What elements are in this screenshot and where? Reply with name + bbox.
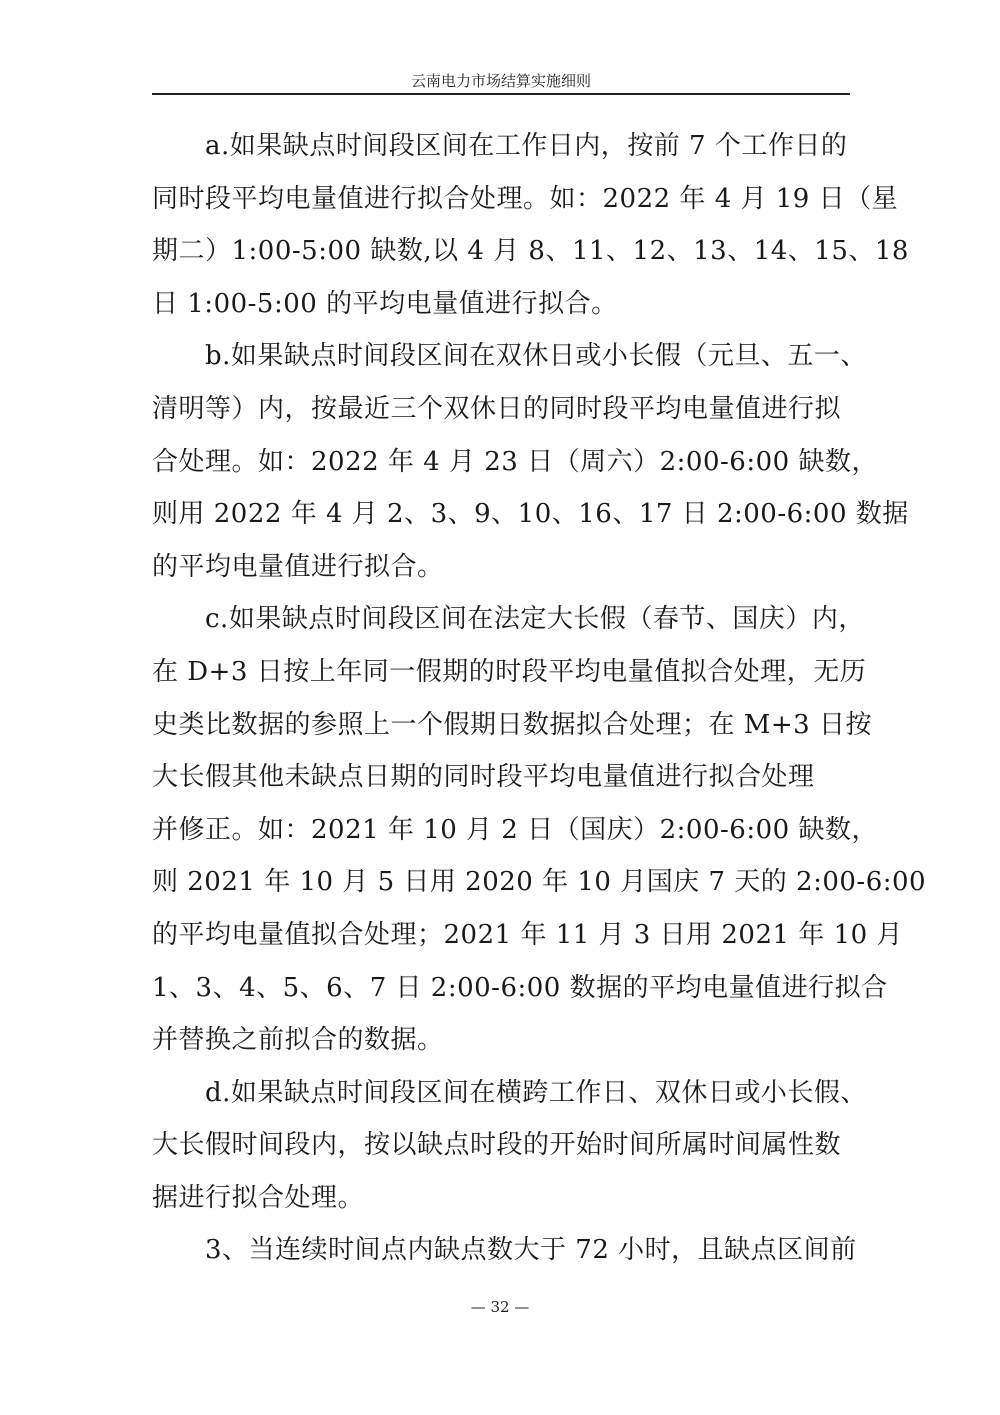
text-line: 日 1:00-5:00 的平均电量值进行拟合。 [152,288,618,319]
text-line: 合处理。如：2022 年 4 月 23 日（周六）2:00-6:00 缺数， [152,446,878,477]
text-line: 3、当连续时间点内缺点数大于 72 小时，且缺点区间前 [152,1235,857,1266]
text-line: 的平均电量值拟合处理；2021 年 11 月 3 日用 2021 年 10 月 [152,919,903,950]
text-line: 史类比数据的参照上一个假期日数据拟合处理；在 M+3 日按 [152,709,872,740]
text-line: 并修正。如：2021 年 10 月 2 日（国庆）2:00-6:00 缺数， [152,814,878,845]
text-line: 清明等）内，按最近三个双休日的同时段平均电量值进行拟 [152,393,842,424]
text-line: 在 D+3 日按上年同一假期的时段平均电量值拟合处理，无历 [152,656,867,687]
text-line: 同时段平均电量值进行拟合处理。如：2022 年 4 月 19 日（星 [152,183,899,214]
text-line: 的平均电量值进行拟合。 [152,551,444,582]
page-header-title: 云南电力市场结算实施细则 [410,72,591,90]
text-line: b.如果缺点时间段区间在双休日或小长假（元旦、五一、 [152,341,867,372]
text-line: 1、3、4、5、6、7 日 2:00-6:00 数据的平均电量值进行拟合 [152,972,888,1003]
body-text [152,120,927,1277]
text-line: c.如果缺点时间段区间在法定大长假（春节、国庆）内， [152,604,865,635]
page-number: — 32 — [470,1298,530,1316]
text-line: 大长假时间段内，按以缺点时段的开始时间所属时间属性数 [152,1130,842,1161]
text-line: a.如果缺点时间段区间在工作日内，按前 7 个工作日的 [152,131,848,161]
text-line: 大长假其他未缺点日期的同时段平均电量值进行拟合处理 [152,762,815,793]
text-line: 据进行拟合处理。 [152,1182,365,1213]
text-line: 期二）1:00-5:00 缺数,以 4 月 8、11、12、13、14、15、18 [152,236,909,267]
header-divider [152,93,850,95]
text-line: 则用 2022 年 4 月 2、3、9、10、16、17 日 2:00-6:00 数据 [152,499,909,530]
text-line: d.如果缺点时间段区间在横跨工作日、双休日或小长假、 [152,1077,867,1108]
text-line: 并替换之前拟合的数据。 [152,1025,444,1056]
text-line: 则 2021 年 10 月 5 日用 2020 年 10 月国庆 7 天的 2:00-6:00 [152,867,927,898]
